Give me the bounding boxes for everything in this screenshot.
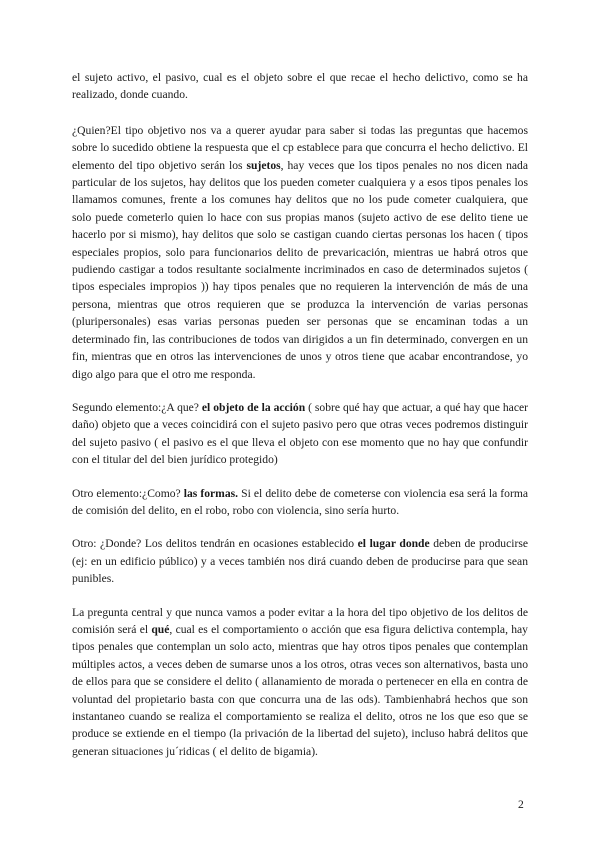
text-run: el sujeto activo, el pasivo, cual es el objeto sobre el que recae el hecho delictivo, como se ha realizado, donde cuando.	[72, 71, 528, 102]
bold-term-formas: las formas.	[183, 486, 239, 500]
bold-term-que: qué	[151, 622, 170, 636]
text-run: , hay veces que los tipos penales no nos dicen nada particular de los sujetos, hay delitos que los pueden cometer cualquiera y a esos tipos penales los llamamos comunes, frente a los comunes hay delitos que no los pude cometer cualquiera, que solo puede cometerlo quien lo hace con sus propias manos (sujeto activo de ese delito tiene ue hacerlo por si mismo), hay delitos que solo se castigan cuando ciertas personas los hacen ( tipos especiales propios, solo para funcionarios delito de prevaricación, mientras ue habrá otros que pudiendo castigar a todos resultante socialmente incriminados en caso de determinados sujetos ( tipos especiales impropios )) hay tipos penales que no requieren la intervención de más de una persona, mientras que otros requieren que se produzca la intervención de varias personas (pluripersonales) esas varias personas pueden ser personas que se encaminan todas a un determinado fin, las contribuciones de todos van dirigidos a un fin determinado, convergen en un fin, mientras que en otros las intervenciones de unos y otros tiene que acabar encontrandose, yo digo algo para que el otro me responda.	[72, 158, 528, 381]
document-body	[72, 69, 528, 776]
paragraph-donde	[72, 535, 528, 587]
page-number: 2	[518, 798, 524, 811]
text-run: La pregunta central y que nunca vamos a poder evitar a la hora del tipo objetivo de los delitos de comisión será el	[72, 605, 528, 636]
text-run: Otro elemento:¿Como?	[72, 486, 184, 500]
paragraph-como	[72, 485, 528, 520]
text-run: ( sobre qué hay que actuar, a qué hay que hacer daño) objeto que a veces coincidirá con el sujeto pasivo pero que otras veces podremos distinguir del sujeto pasivo ( el pasivo es el que lleva el objeto con ese momento que no hay que confundir con el titular del del bien jurídico protegido)	[72, 400, 528, 467]
paragraph-que	[72, 604, 528, 761]
paragraph-a-que	[72, 399, 528, 469]
text-run: Segundo elemento:¿A que?	[72, 400, 202, 414]
paragraph-quien	[72, 122, 528, 383]
text-run: Otro: ¿Donde? Los delitos tendrán en ocasiones establecido	[72, 537, 358, 551]
bold-term-sujetos: sujetos	[246, 158, 281, 172]
paragraph-subjects-intro	[72, 69, 528, 104]
text-run: deben de producirse (ej: en un edificio público) y a veces también nos dirá cuando deben de producirse para que sean punibles.	[72, 537, 528, 586]
bold-term-lugar-donde: el lugar donde	[357, 537, 430, 551]
text-run: , cual es el comportamiento o acción que esa figura delictiva contempla, hay tipos penales que contemplan un solo acto, mientras que hay otros tipos penales que contemplan múltiples actos, a veces deben de sumarse unos a los otros, otras veces son alternativos, basta uno de ellos para que se considere el delito ( allanamiento de morada o pertenecer en ella en contra de voluntad del propietario basta con que concurra una de las ods). Tambienhabrá hechos que son instantaneo cuando se realiza el comportamiento se realiza el delito, otros ne los que eso que se produce se extiende en el tiempo (la privación de la libertad del sujeto), incluso habrá delitos que generan situaciones ju´ridicas ( el delito de bigamia).	[72, 622, 528, 758]
text-run: ¿Quien?El tipo objetivo nos va a querer ayudar para saber si todas las preguntas que hacemos sobre lo sucedido obtiene la respuesta que el cp establece para que concurra el hecho delictivo. El elemento del tipo objetivo serán los	[72, 123, 528, 172]
bold-term-objeto-accion: el objeto de la acción	[201, 400, 306, 414]
text-run: Si el delito debe de cometerse con violencia esa será la forma de comisión del delito, en el robo, robo con violencia, sino sería hurto.	[72, 486, 528, 517]
